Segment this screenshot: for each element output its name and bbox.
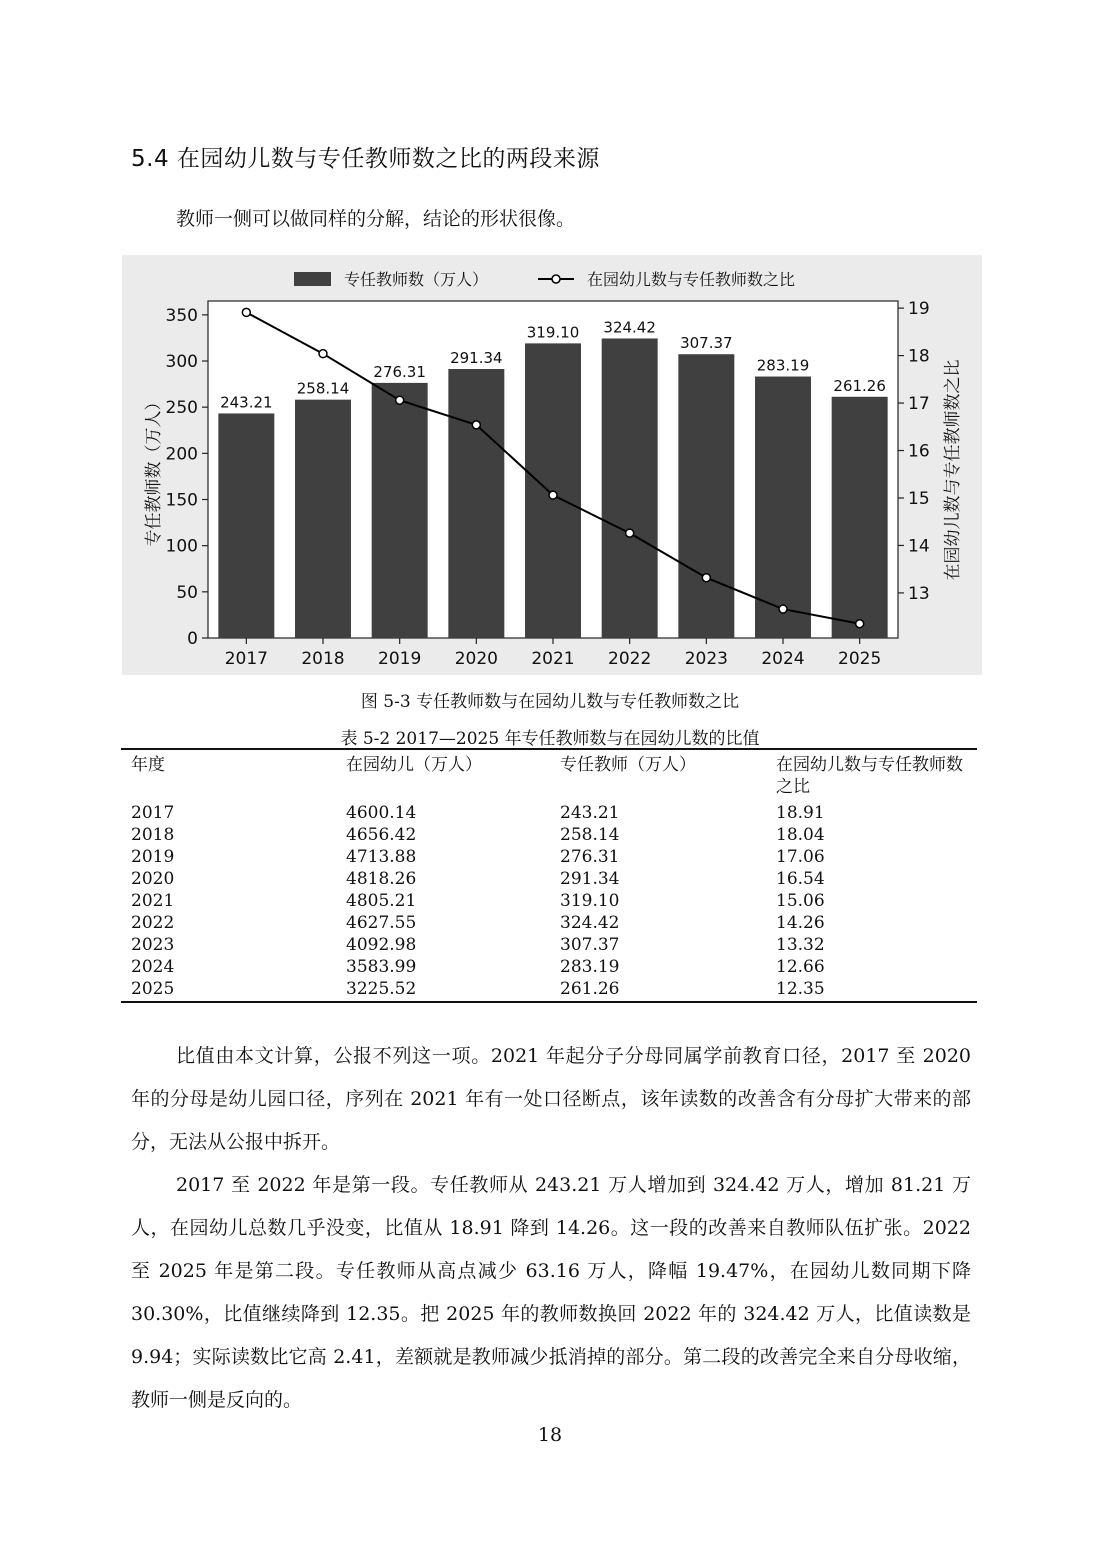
x-tick-label: 2022 (608, 649, 652, 669)
table-cell: 13.32 (776, 935, 825, 955)
right-tick-label: 17 (908, 394, 930, 415)
right-tick-label: 13 (908, 583, 930, 604)
bar (218, 413, 274, 638)
table-cell: 3225.52 (346, 979, 417, 999)
section-title: 5.4 在园幼儿数与专任教师数之比的两段来源 (131, 146, 600, 172)
table-cell: 4805.21 (346, 891, 417, 911)
table-cell: 2019 (131, 847, 175, 867)
bar-data-label: 283.19 (756, 356, 810, 375)
table-header-cell: 年度 (131, 755, 165, 775)
x-tick-label: 2020 (454, 649, 498, 669)
legend-bar-label: 专任教师数（万人） (344, 270, 489, 289)
intro-text: 教师一侧可以做同样的分解，结论的形状很像。 (176, 208, 576, 230)
table-cell: 12.66 (776, 957, 825, 977)
table-cell: 2022 (131, 913, 175, 933)
ratio-point (319, 350, 327, 358)
table-cell: 15.06 (776, 891, 825, 911)
table-cell: 17.06 (776, 847, 825, 867)
table-header-row (121, 750, 977, 802)
table-header-cell: 专任教师（万人） (560, 755, 696, 775)
table-row (121, 934, 977, 956)
bar-data-label: 276.31 (373, 362, 426, 381)
ratio-point (702, 574, 710, 582)
bar (372, 383, 428, 638)
left-tick-label: 200 (165, 444, 198, 465)
table-row (121, 912, 977, 934)
left-tick-label: 300 (165, 352, 198, 373)
table-row (121, 868, 977, 890)
x-tick-label: 2019 (378, 649, 422, 669)
bar-data-label: 243.21 (220, 393, 273, 412)
x-tick-label: 2021 (531, 649, 575, 669)
right-tick-label: 18 (908, 346, 930, 367)
x-tick-label: 2017 (224, 649, 268, 669)
bar-data-label: 258.14 (296, 379, 350, 398)
table-cell: 12.35 (776, 979, 825, 999)
table-row (121, 890, 977, 912)
x-tick-label: 2023 (684, 649, 728, 669)
left-tick-label: 100 (165, 536, 198, 557)
table-cell: 2023 (131, 935, 175, 955)
table-cell: 2018 (131, 825, 175, 845)
right-tick-label: 16 (908, 441, 930, 462)
table-cell: 276.31 (560, 847, 620, 867)
ratio-point (472, 421, 480, 429)
table-row (121, 802, 977, 824)
table-cell: 18.04 (776, 825, 825, 845)
figure-caption: 图 5-3 专任教师数与在园幼儿数与专任教师数之比 (360, 692, 740, 712)
left-tick-label: 50 (176, 582, 198, 603)
table-cell: 2017 (131, 803, 175, 823)
legend-line-label: 在园幼儿数与专任教师数之比 (587, 270, 796, 289)
table-cell: 261.26 (560, 979, 620, 999)
table-cell: 243.21 (560, 803, 620, 823)
legend-bar-swatch (294, 272, 331, 286)
bar (602, 338, 658, 638)
ratio-point (549, 491, 557, 499)
bar-data-label: 261.26 (833, 376, 886, 395)
x-axis (225, 638, 882, 669)
table-cell: 4656.42 (346, 825, 417, 845)
x-tick-label: 2018 (301, 649, 345, 669)
table-row (121, 978, 977, 1000)
right-tick-label: 19 (908, 299, 930, 320)
data-table (121, 748, 977, 1003)
bar-data-label: 307.37 (680, 334, 733, 353)
table-cell: 3583.99 (346, 957, 417, 977)
paragraph: 2017 至 2022 年是第一段。专任教师从 243.21 万人增加到 324.42 万人，增加 81.21 万人，在园幼儿总数几乎没变，比值从 18.91 降到 14.26。这一段的改善来自教师队伍扩张。2022 至 2025 年是第二段。专任教师从高点减少 63.16 万人，降幅 19.47%，在园幼儿数同期下降 30.30%，比值继续降到 12.35。把 2025 年的教师数换回 2022 年的 324.42 万人，比值读数是 9.94；实际读数比它高 2.41，差额就是教师减少抵消掉的部分。第二段的改善完全来自分母收缩，教师一侧是反向的。 (131, 1174, 971, 1411)
table-cell: 291.34 (560, 869, 620, 889)
bar (678, 354, 734, 638)
ratio-point (242, 308, 250, 316)
bar (832, 397, 888, 638)
left-tick-label: 0 (187, 629, 198, 649)
right-axis-title: 在园幼儿数与专任教师数之比 (943, 359, 963, 581)
bar-data-label: 291.34 (450, 349, 503, 368)
table-cell: 4713.88 (346, 847, 417, 867)
table-cell: 2021 (131, 891, 175, 911)
page-number: 18 (537, 1424, 563, 1446)
bar-data-label: 324.42 (603, 318, 656, 337)
table-cell: 14.26 (776, 913, 825, 933)
x-tick-label: 2024 (761, 649, 805, 669)
ratio-point (626, 529, 634, 537)
table-cell: 2025 (131, 979, 175, 999)
table-header-cell: 在园幼儿数与专任教师数之比 (776, 755, 963, 797)
bar-line-chart (122, 255, 982, 675)
table-cell: 258.14 (560, 825, 620, 845)
bar-data-label: 319.10 (526, 323, 580, 342)
table-cell: 307.37 (560, 935, 620, 955)
x-tick-label: 2025 (838, 649, 882, 669)
left-tick-label: 250 (165, 398, 198, 419)
table-cell: 2024 (131, 957, 175, 977)
table-cell: 4600.14 (346, 803, 417, 823)
right-tick-label: 14 (908, 536, 930, 557)
legend-line-marker (552, 275, 560, 283)
table-cell: 4818.26 (346, 869, 417, 889)
ratio-point (779, 605, 787, 613)
table-cell: 283.19 (560, 957, 620, 977)
left-axis-title: 专任教师数（万人） (144, 393, 164, 547)
table-cell: 16.54 (776, 869, 825, 889)
left-tick-label: 350 (165, 305, 198, 326)
bar (448, 369, 504, 638)
ratio-point (856, 620, 864, 628)
table-body (121, 802, 977, 1001)
table-row (121, 824, 977, 846)
ratio-point (396, 396, 404, 404)
table-cell: 324.42 (560, 913, 620, 933)
table-cell: 4092.98 (346, 935, 417, 955)
table-cell: 2020 (131, 869, 175, 889)
table-row (121, 846, 977, 868)
left-tick-label: 150 (165, 490, 198, 511)
paragraph: 比值由本文计算，公报不列这一项。2021 年起分子分母同属学前教育口径，2017 至 2020 年的分母是幼儿园口径，序列在 2021 年有一处口径断点，该年读数的改善含有分母扩大带来的部分，无法从公报中拆开。 (131, 1045, 971, 1153)
bar (755, 377, 811, 638)
table-cell: 4627.55 (346, 913, 417, 933)
table-cell: 319.10 (560, 891, 620, 911)
table-row (121, 956, 977, 978)
table-header-cell: 在园幼儿（万人） (346, 755, 482, 775)
table-cell: 18.91 (776, 803, 825, 823)
table-caption: 表 5-2 2017—2025 年专任教师数与在园幼儿数的比值 (340, 729, 760, 749)
bar (295, 400, 351, 638)
right-tick-label: 15 (908, 488, 930, 509)
